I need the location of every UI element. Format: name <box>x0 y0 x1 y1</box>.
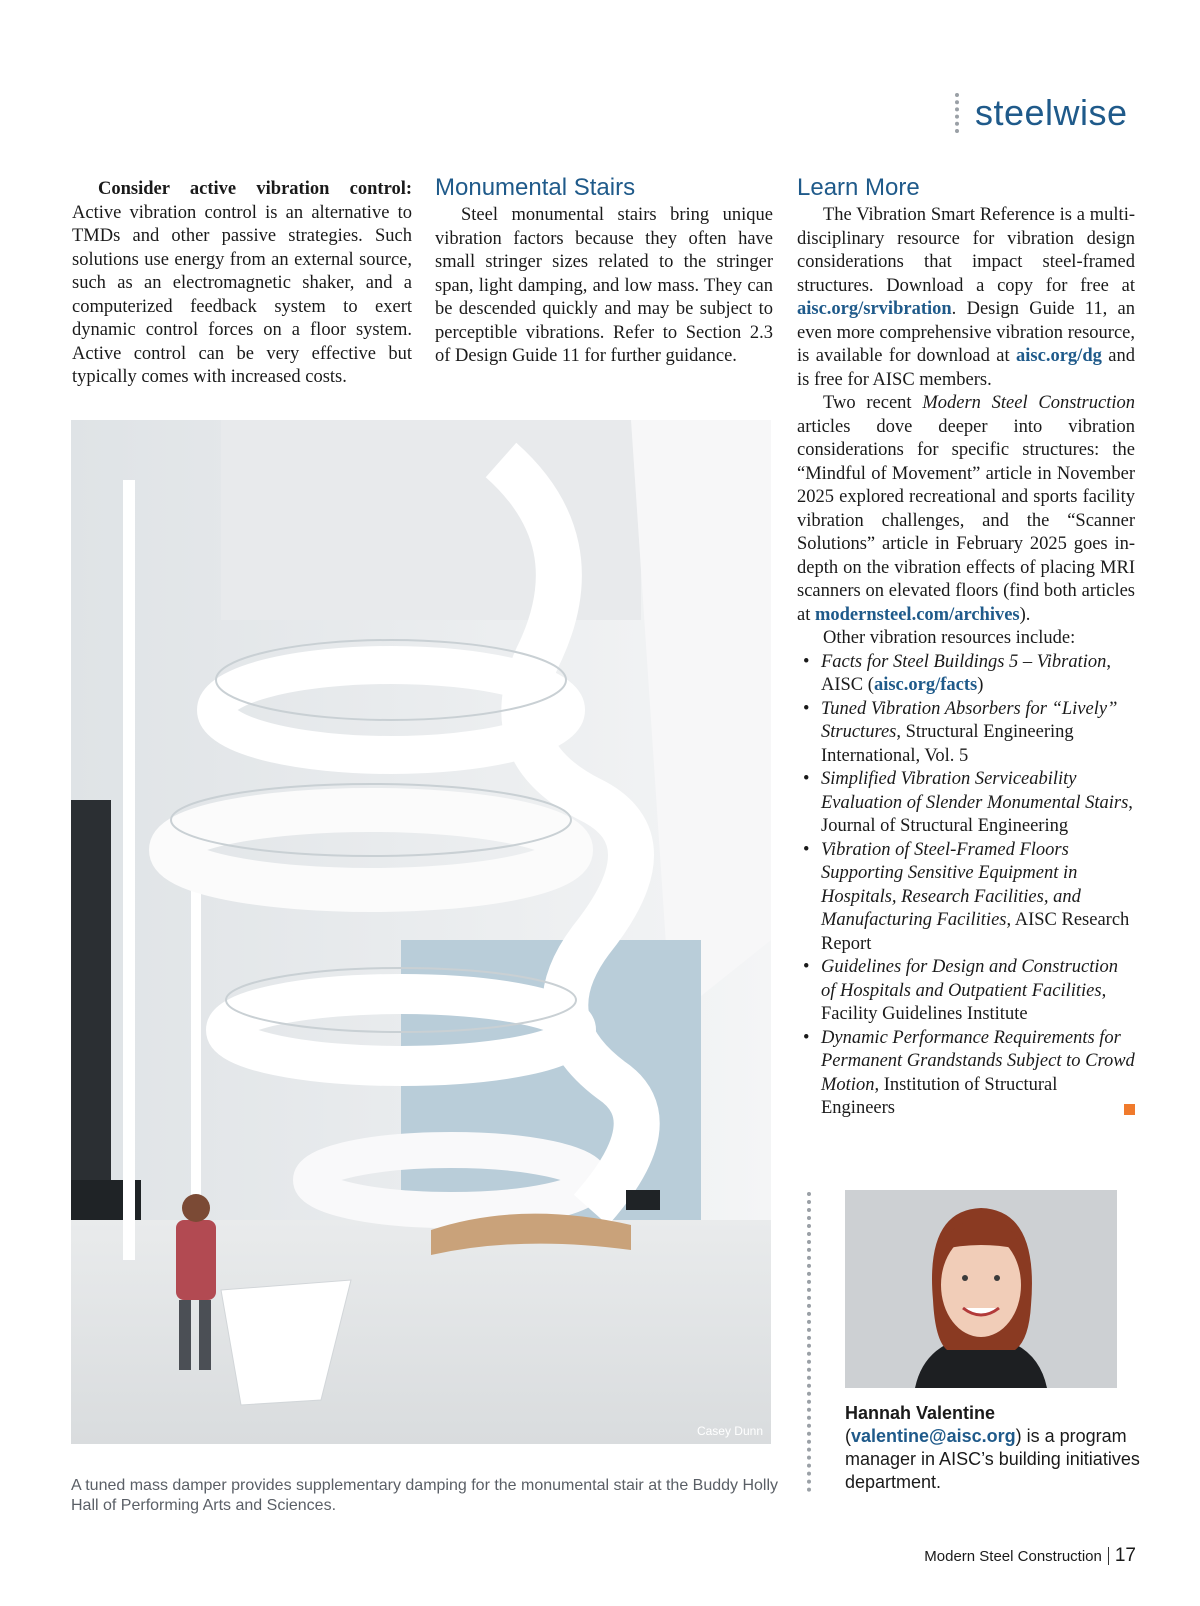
end-of-article-mark <box>1124 1104 1135 1115</box>
text: articles dove deeper into vibration considerations for specific structures: the “Mindful of Movement” article in November 2025 explored recreational and sports facility vibration challenges, and the “Scanner Solutions” article in February 2025 goes in-depth on the vibration effects of placing MRI scanners on elevated floors (find both articles at <box>797 416 1135 625</box>
text: ) <box>977 675 984 695</box>
resource-source: , AISC ( <box>821 651 1111 695</box>
stairs-paragraph: Steel monumental stairs bring unique vibration factors because they often have small stringer sizes related to the stringer span, light damping, and low mass. They can be descended quickly and may be subject to perceptible vibrations. Refer to Section 2.3 of Design Guide 11 for further guidance. <box>435 205 773 366</box>
text: Two recent <box>823 393 923 413</box>
author-headshot <box>845 1190 1117 1388</box>
resource-source: , Facility Guidelines Institute <box>821 980 1107 1024</box>
column-1 <box>72 178 412 390</box>
subheading-learn-more: Learn More <box>797 174 920 201</box>
author-name: Hannah Valentine <box>845 1403 996 1423</box>
atrium-photo <box>71 420 771 1444</box>
column-3 <box>797 174 1135 1121</box>
link-facts[interactable]: aisc.org/facts <box>873 675 978 695</box>
spiral-stair-illustration <box>71 420 771 1444</box>
learn-more-paragraph-2 <box>797 392 1135 627</box>
paragraph-text: Active vibration control is an alternative to TMDs and other passive strategies. Such solutions use energy from an external source, such as an electromagnetic shaker, and a computerized feedback system to exert dynamic control forces on a floor system. Active control can be very effective but typically comes with increased costs. <box>72 202 412 387</box>
section-name: steelwise <box>975 92 1128 133</box>
lead-in: Consider active vibration control: <box>98 179 412 199</box>
resource-source: , Institution of Structural Engineers <box>821 1074 1058 1118</box>
resource-title: Facts for Steel Buildings 5 – Vibration <box>821 651 1107 672</box>
text: and is free for AISC members. <box>797 346 1135 390</box>
dotted-divider <box>955 93 959 133</box>
active-control-paragraph <box>72 178 412 390</box>
text: ( <box>845 1426 851 1446</box>
text: . Design Guide 11, an even more comprehensive vibration resource, is available for download at <box>797 299 1135 366</box>
link-dg[interactable]: aisc.org/dg <box>1016 346 1102 366</box>
resource-title: Simplified Vibration Serviceability Evaluation of Slender Monumental Stairs <box>821 769 1129 813</box>
link-srvibration[interactable]: aisc.org/srvibration <box>797 299 952 319</box>
author-bio <box>845 1402 1145 1494</box>
text: ) is a program manager in AISC’s building initiatives department. <box>845 1426 1140 1492</box>
learn-more-paragraph-3: Other vibration resources include: <box>823 628 1076 648</box>
resource-source: , AISC Research Report <box>821 910 1130 954</box>
resource-list-wrap <box>797 651 1135 1121</box>
list-item <box>797 1027 1135 1121</box>
resource-source: , Structural Engineering International, Vol. 5 <box>821 722 1074 766</box>
resource-title: Vibration of Steel-Framed Floors Supporting Sensitive Equipment in Hospitals, Research Facilities, and Manufacturing Facilities <box>821 839 1081 930</box>
section-header <box>955 92 1128 134</box>
resource-title: Guidelines for Design and Construction of Hospitals and Outpatient Facilities <box>821 957 1119 1001</box>
resource-title: Dynamic Performance Requirements for Permanent Grandstands Subject to Crowd Motion <box>821 1027 1135 1095</box>
resource-list <box>797 651 1135 1121</box>
resource-source: , Journal of Structural Engineering <box>821 792 1133 836</box>
text: ). <box>1019 604 1031 625</box>
subheading-monumental-stairs: Monumental Stairs <box>435 174 636 201</box>
headshot-illustration <box>845 1190 1117 1388</box>
list-item <box>797 698 1135 769</box>
list-item <box>797 768 1135 839</box>
author-email-link[interactable]: valentine@aisc.org <box>851 1426 1016 1446</box>
page-number: 17 <box>1114 1545 1136 1566</box>
link-archives[interactable]: modernsteel.com/archives <box>814 604 1020 625</box>
photo-credit: Casey Dunn <box>696 1424 763 1438</box>
photo-caption: A tuned mass damper provides supplementary damping for the monumental stair at the Buddy Holly Hall of Performing Arts and Sciences. <box>71 1477 779 1514</box>
publication-name: Modern Steel Construction <box>924 1547 1102 1565</box>
publication-title: Modern Steel Construction <box>922 393 1135 413</box>
dotted-divider <box>807 1192 811 1492</box>
page-footer <box>924 1545 1136 1567</box>
footer-divider <box>1108 1547 1109 1565</box>
list-item <box>797 839 1135 957</box>
resource-title: Tuned Vibration Absorbers for “Lively” Structures <box>821 698 1118 742</box>
column-2 <box>435 174 773 369</box>
list-item <box>797 956 1135 1027</box>
text: The Vibration Smart Reference is a multi-disciplinary resource for vibration design considerations that impact steel-framed structures. Download a copy for free at <box>797 205 1135 296</box>
learn-more-paragraph-1 <box>797 204 1135 392</box>
list-item <box>797 651 1135 698</box>
